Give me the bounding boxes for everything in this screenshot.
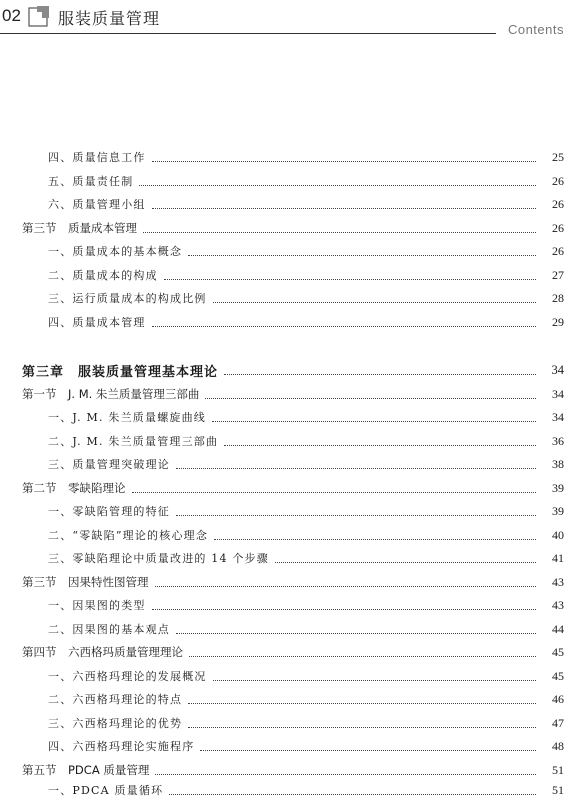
toc-section-entry[interactable]	[0, 478, 566, 498]
toc-leader-dots	[169, 794, 536, 795]
toc-entry-page: 34	[552, 386, 564, 401]
toc-section-entry[interactable]	[0, 218, 566, 238]
toc-entry-page: 38	[552, 456, 564, 471]
toc-entry-label: 二、六西格玛理论的特点	[48, 693, 183, 706]
toc-entry-page: 36	[552, 433, 564, 448]
toc-leader-dots	[213, 680, 536, 681]
toc-entry-label: 一、质量成本的基本概念	[48, 245, 183, 258]
toc-leader-dots	[188, 703, 536, 704]
toc-entry[interactable]	[0, 265, 566, 285]
toc-entry-page: 48	[552, 738, 564, 753]
toc-entry-label: 三、运行质量成本的构成比例	[48, 292, 207, 305]
toc-entry-page: 43	[552, 597, 564, 612]
page-number: 02	[2, 6, 21, 25]
toc-section-entry[interactable]	[0, 384, 566, 404]
toc-entry[interactable]	[0, 171, 566, 191]
toc-leader-dots	[188, 255, 536, 256]
page-header	[0, 0, 566, 44]
toc-leader-dots	[152, 609, 536, 610]
toc-leader-dots	[152, 326, 536, 327]
toc-entry-label: 四、质量信息工作	[48, 151, 146, 164]
toc-leader-dots	[139, 185, 536, 186]
toc-entry-page: 44	[552, 621, 564, 636]
toc-entry[interactable]	[0, 595, 566, 615]
toc-entry-page: 47	[552, 715, 564, 730]
contents-label: Contents	[507, 22, 564, 37]
toc-leader-dots	[224, 445, 536, 446]
toc-leader-dots	[176, 468, 536, 469]
toc-leader-dots	[152, 161, 536, 162]
toc-entry[interactable]	[0, 431, 566, 451]
toc-entry-page: 29	[552, 314, 564, 329]
toc-entry-label: 第三节 质量成本管理	[22, 221, 137, 235]
toc-leader-dots	[176, 515, 536, 516]
toc-leader-dots	[224, 374, 536, 375]
book-title: 服装质量管理	[58, 9, 161, 28]
toc-entry-page: 26	[552, 243, 564, 258]
toc-leader-dots	[212, 421, 536, 422]
toc-entry-label: 五、质量责任制	[48, 175, 134, 188]
toc-entry-page: 28	[552, 290, 564, 305]
toc-entry[interactable]	[0, 312, 566, 332]
toc-entry-page: 27	[552, 267, 564, 282]
toc-entry-page: 39	[552, 503, 564, 518]
toc-entry[interactable]	[0, 501, 566, 521]
toc-entry-label: 第三节 因果特性图管理	[22, 575, 149, 589]
toc-leader-dots	[176, 633, 536, 634]
toc-section-entry[interactable]	[0, 760, 566, 780]
toc-entry-page: 34	[551, 362, 564, 377]
toc-entry-page: 26	[552, 220, 564, 235]
toc-entry-label: 四、质量成本管理	[48, 316, 146, 329]
toc-entry-page: 26	[552, 173, 564, 188]
toc-entry[interactable]	[0, 736, 566, 756]
toc-entry[interactable]	[0, 780, 566, 800]
toc-entry-label: 一、六西格玛理论的发展概况	[48, 670, 207, 683]
toc-entry-label: 一、因果图的类型	[48, 599, 146, 612]
toc-leader-dots	[205, 398, 536, 399]
toc-entry-page: 39	[552, 480, 564, 495]
toc-entry-page: 51	[552, 782, 564, 797]
page-corner-icon	[26, 4, 52, 28]
toc-chapter-entry[interactable]	[0, 360, 566, 380]
toc-entry-label: 二、质量成本的构成	[48, 269, 158, 282]
toc-section-entry[interactable]	[0, 642, 566, 662]
toc-leader-dots	[152, 208, 536, 209]
toc-entry-label: 二、J. M. 朱兰质量管理三部曲	[48, 435, 219, 448]
toc-entry[interactable]	[0, 619, 566, 639]
toc-entry-label: 第一节 J. M. 朱兰质量管理三部曲	[22, 387, 200, 401]
toc-entry-label: 一、PDCA 质量循环	[48, 784, 164, 797]
toc-entry[interactable]	[0, 689, 566, 709]
toc-entry[interactable]	[0, 241, 566, 261]
toc-entry-page: 41	[552, 550, 564, 565]
toc-entry-label: 二、因果图的基本观点	[48, 623, 170, 636]
toc-entry[interactable]	[0, 194, 566, 214]
toc-entry-label: 第三章 服装质量管理基本理论	[22, 364, 219, 380]
toc-entry-page: 45	[552, 644, 564, 659]
toc-section-entry[interactable]	[0, 572, 566, 592]
toc-leader-dots	[132, 492, 537, 493]
toc-entry[interactable]	[0, 147, 566, 167]
toc-leader-dots	[200, 750, 536, 751]
toc-entry-label: 三、零缺陷理论中质量改进的 14 个步骤	[48, 552, 269, 565]
toc-entry-label: 第五节 PDCA 质量管理	[22, 763, 150, 777]
toc-entry[interactable]	[0, 288, 566, 308]
header-rule	[0, 33, 496, 34]
toc-leader-dots	[164, 279, 536, 280]
toc-entry[interactable]	[0, 713, 566, 733]
toc-entry-page: 26	[552, 196, 564, 211]
toc-leader-dots	[155, 774, 536, 775]
toc-entry-label: 一、J. M. 朱兰质量螺旋曲线	[48, 411, 207, 424]
toc-entry[interactable]	[0, 548, 566, 568]
toc-entry[interactable]	[0, 454, 566, 474]
toc-leader-dots	[189, 656, 536, 657]
toc-entry-page: 46	[552, 691, 564, 706]
toc-leader-dots	[213, 302, 536, 303]
toc-entry-label: 一、零缺陷管理的特征	[48, 505, 170, 518]
toc-entry-page: 45	[552, 668, 564, 683]
toc-leader-dots	[275, 562, 536, 563]
toc-entry-label: 六、质量管理小组	[48, 198, 146, 211]
toc-entry-label: 第二节 零缺陷理论	[22, 481, 126, 495]
toc-entry-page: 43	[552, 574, 564, 589]
toc-entry-page: 40	[552, 527, 564, 542]
toc-leader-dots	[155, 586, 537, 587]
toc-entry[interactable]	[0, 525, 566, 545]
toc-entry-label: 三、六西格玛理论的优势	[48, 717, 183, 730]
toc-entry-page: 25	[552, 149, 564, 164]
toc-leader-dots	[214, 539, 536, 540]
toc-leader-dots	[143, 232, 536, 233]
toc-entry[interactable]	[0, 666, 566, 686]
toc-entry-label: 第四节 六西格玛质量管理理论	[22, 645, 183, 659]
toc-entry-label: 四、六西格玛理论实施程序	[48, 740, 195, 753]
toc-entry-page: 51	[552, 762, 564, 777]
toc-entry-label: 二、“零缺陷”理论的核心理念	[48, 529, 209, 542]
toc-entry-page: 34	[552, 409, 564, 424]
toc-entry-label: 三、质量管理突破理论	[48, 458, 170, 471]
toc-leader-dots	[188, 727, 536, 728]
toc-entry[interactable]	[0, 407, 566, 427]
